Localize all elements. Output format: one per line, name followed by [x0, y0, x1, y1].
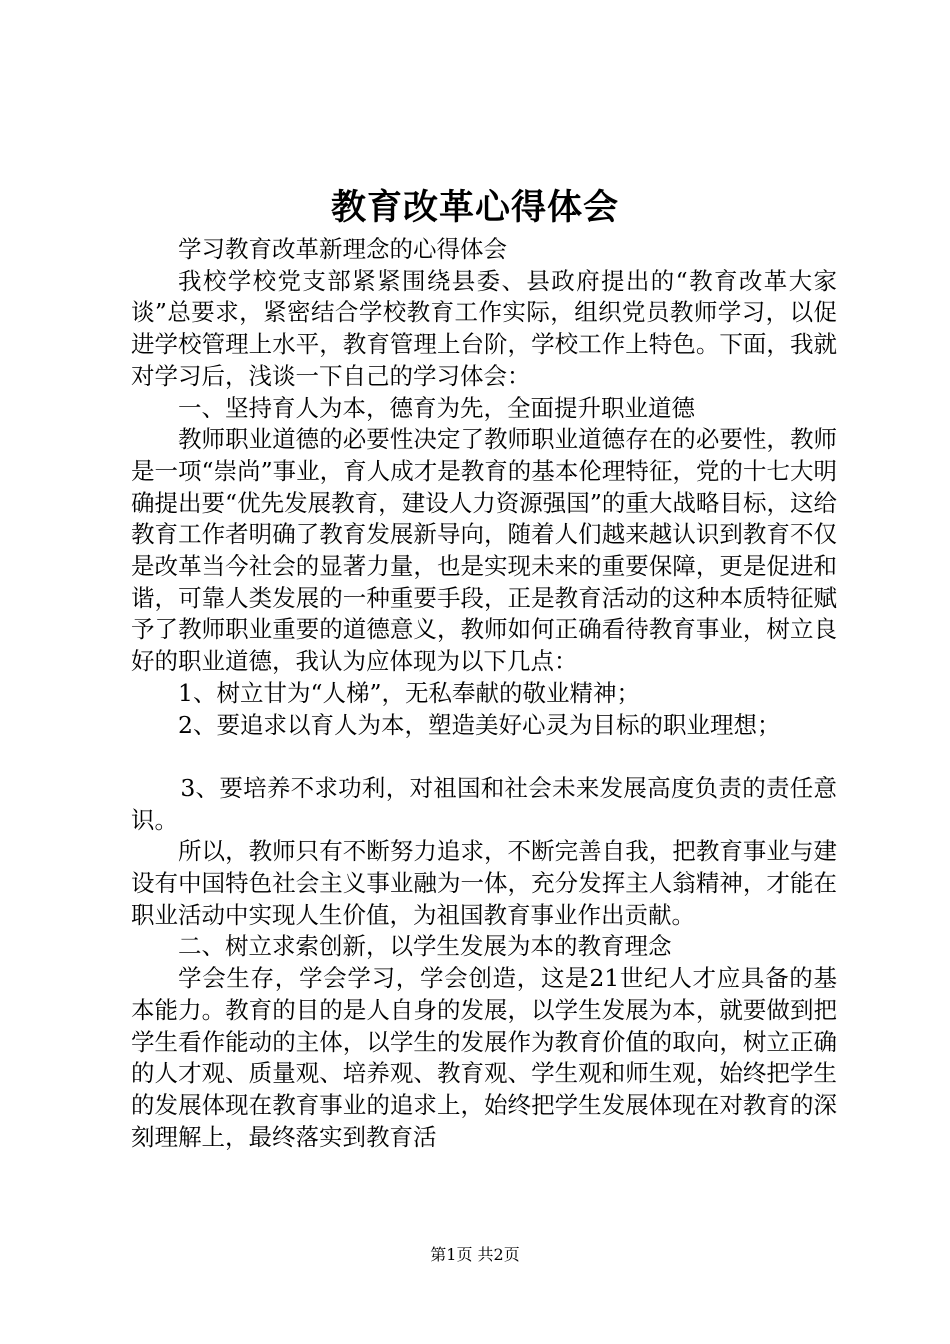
list-item-3: 3、要培养不求功利，对祖国和社会未来发展高度负责的责任意识。: [131, 773, 837, 834]
paragraph-subtitle: 学习教育改革新理念的心得体会: [178, 235, 507, 263]
list-item-1: 1、树立甘为“人梯”，无私奉献的敬业精神；: [178, 678, 640, 707]
paragraph-ethics: 教师职业道德的必要性决定了教师职业道德存在的必要性，教师是一项“崇尚”事业，育人成才是教育的基本伦理特征，党的十七大明确提出要“优先发展教育，建设人力资源强国”的重大战略目标，这给教育工作者明确了教育发展新导向，随着人们越来越认识到教育不仅是改革当今社会的显著力量，也是实现未来的重要保障，更是促进和谐，可靠人类发展的一种重要手段，正是教育活动的这种本质特征赋予了教师职业重要的道德意义，教师如何正确看待教育事业，树立良好的职业道德，我认为应体现为以下几点：: [131, 425, 837, 676]
paragraph-intro: 我校学校党支部紧紧围绕县委、县政府提出的“教育改革大家谈”总要求，紧密结合学校教育工作实际，组织党员教师学习，以促进学校管理上水平，教育管理上台阶，学校工作上特色。下面，我就对学习后，浅谈一下自己的学习体会：: [131, 266, 837, 390]
page-footer: 第1页 共2页: [430, 1245, 520, 1264]
paragraph-innovation: 学会生存，学会学习，学会创造，这是21世纪人才应具备的基本能力。教育的目的是人自身的发展，以学生发展为本，就要做到把学生看作能动的主体，以学生的发展作为教育价值的取向，树立正确的人才观、质量观、培养观、教育观、学生观和师生观，始终把学生的发展体现在教育事业的追求上，始终把学生发展体现在对教育的深刻理解上，最终落实到教育活: [131, 964, 837, 1151]
paragraph-conclusion: 所以，教师只有不断努力追求，不断完善自我，把教育事业与建设有中国特色社会主义事业融为一体，充分发挥主人翁精神，才能在职业活动中实现人生价值，为祖国教育事业作出贡献。: [131, 837, 837, 929]
section-heading-1: 一、坚持育人为本，德育为先，全面提升职业道德: [178, 393, 695, 422]
document-title: 教育改革心得体会: [330, 187, 619, 228]
document-body: [131, 234, 837, 1153]
list-item-2: 2、要追求以育人为本，塑造美好心灵为目标的职业理想；: [178, 710, 781, 739]
section-heading-2: 二、树立求索创新，以学生发展为本的教育理念: [178, 932, 672, 961]
